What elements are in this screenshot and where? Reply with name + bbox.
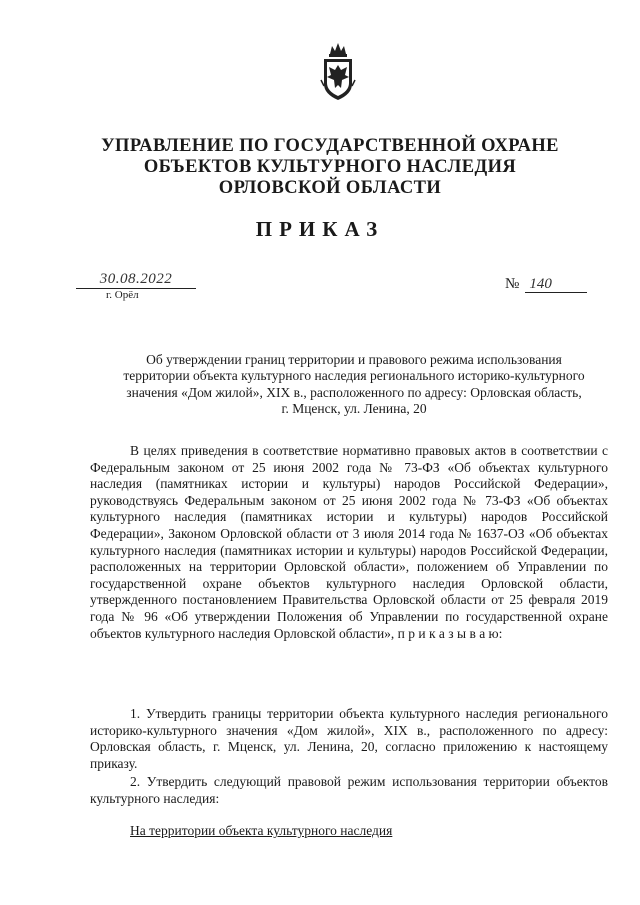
subject-line-1: Об утверждении границ территории и правового режима использования xyxy=(146,352,562,367)
org-line-2: ОБЪЕКТОВ КУЛЬТУРНОГО НАСЛЕДИЯ xyxy=(143,157,517,177)
handwritten-number: 140 xyxy=(525,276,587,293)
section-heading: На территории объекта культурного наследия xyxy=(130,823,393,838)
order-subject xyxy=(100,352,608,418)
preamble-paragraph: В целях приведения в соответствие нормативно правовых актов в соответствии с Федеральным законом от 25 июня 2002 года № 73-ФЗ «Об объектах культурного наследия (памятниках истории и культуры) народов Российской Федерации», руководствуясь Федеральным законом от 25 июня 2002 года № 73-ФЗ «Об объектах культурного наследия (памятниках истории и культуры) народов Российской Федерации», Законом Орловской области от 3 июля 2014 года № 1637-ОЗ «Об объектах культурного наследия (памятниках истории и культуры) народов Российской Федерации, расположенных на территории Орловской области», положением об Управлении по государственной охране объектов культурного наследия Орловской области, утвержденного постановлением Правительства Орловской области от 25 февраля 2019 года № 96 «Об утверждении Положения об Управлении по государственной охране объектов культурного наследия Орловской области», п р и к а з ы в а ю: xyxy=(90,443,608,641)
subject-line-2: территории объекта культурного наследия регионального историко-культурного xyxy=(123,368,585,384)
organization-name xyxy=(60,136,600,199)
number-sign: № xyxy=(505,276,520,292)
handwritten-date: 30.08.2022 xyxy=(76,270,196,289)
subject-line-3: значения «Дом жилой», XIX в., расположенного по адресу: Орловская область, xyxy=(126,384,582,400)
order-number-block xyxy=(505,276,587,293)
orel-coat-of-arms-icon xyxy=(318,40,358,102)
subject-line-4: г. Мценск, ул. Ленина, 20 xyxy=(281,401,427,417)
org-line-1: УПРАВЛЕНИЕ ПО ГОСУДАРСТВЕННОЙ ОХРАНЕ xyxy=(101,136,559,156)
org-line-3: ОРЛОВСКОЙ ОБЛАСТИ xyxy=(218,178,442,198)
clause-1-paragraph: 1. Утвердить границы территории объекта культурного наследия регионального историко-культурного значения «Дом жилой», XIX в., расположенного по адресу: Орловская область, г. Мценск, ул. Ленина, 20, согласно приложению к настоящему приказу. xyxy=(90,706,608,771)
city-label: г. Орёл xyxy=(106,289,139,301)
document-type-title: ПРИКАЗ xyxy=(255,217,385,241)
date-block xyxy=(76,270,196,301)
clause-2-paragraph: 2. Утвердить следующий правовой режим использования территории объектов культурного наследия: xyxy=(90,774,608,806)
